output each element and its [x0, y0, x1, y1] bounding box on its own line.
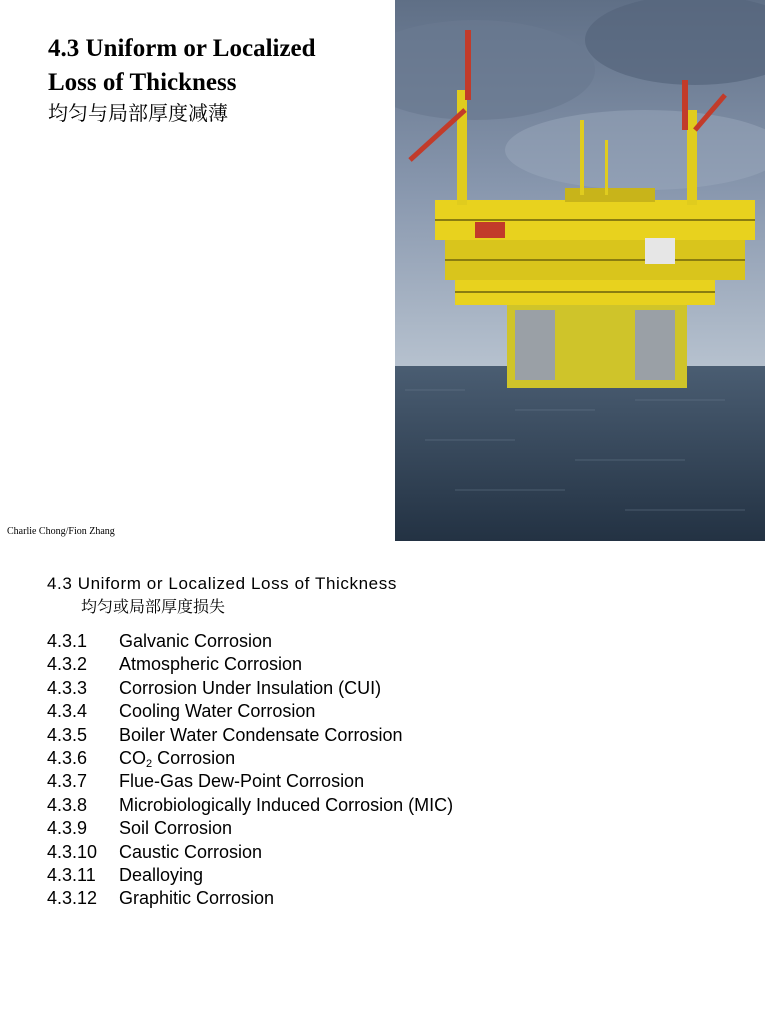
- topic-item: [47, 794, 727, 817]
- topic-item: [47, 864, 727, 887]
- topic-number: 4.3.1: [47, 631, 88, 651]
- topic-item: [47, 677, 727, 700]
- topic-label-formula: CO: [119, 747, 146, 768]
- topic-label: Flue-Gas Dew-Point Corrosion: [119, 771, 365, 792]
- topic-number: 4.3.8: [47, 794, 88, 815]
- topic-number: 4.3.2: [47, 654, 88, 675]
- topic-label: Soil Corrosion: [119, 818, 233, 839]
- topic-label: Galvanic Corrosion: [119, 631, 273, 651]
- topic-item: [47, 841, 727, 864]
- topic-label: Boiler Water Condensate Corrosion: [119, 724, 403, 745]
- topic-number: 4.3.6: [47, 747, 88, 768]
- topic-label: Graphitic Corrosion: [119, 888, 275, 909]
- topic-item: [47, 747, 727, 770]
- topic-item: [47, 724, 727, 747]
- offshore-platform-photo: [395, 0, 765, 541]
- topic-label: [119, 747, 235, 770]
- section-heading: 4.3 Uniform or Localized Loss of Thickness: [47, 574, 397, 593]
- topic-item: [47, 653, 727, 676]
- topic-number: 4.3.9: [47, 818, 88, 839]
- topic-label-suffix: Corrosion: [152, 747, 236, 768]
- slide-title-line-1: 4.3 Uniform or Localized: [48, 35, 316, 62]
- topic-list: [47, 630, 727, 911]
- slide-title-line-2: Loss of Thickness: [48, 69, 237, 96]
- slide-title-chinese: 均匀与局部厚度减薄: [48, 101, 228, 125]
- topic-item: [47, 770, 727, 793]
- topic-item: [47, 817, 727, 840]
- section-heading-chinese: 均匀或局部厚度损失: [81, 597, 226, 616]
- topic-label: Corrosion Under Insulation (CUI): [119, 677, 382, 698]
- topic-number: 4.3.12: [47, 888, 98, 909]
- topic-label: Dealloying: [119, 864, 204, 885]
- author-credit: Charlie Chong/Fion Zhang: [7, 526, 115, 537]
- topic-item: [47, 887, 727, 910]
- topic-label: Cooling Water Corrosion: [119, 701, 316, 722]
- slide-title: [48, 32, 388, 100]
- topic-label: Microbiologically Induced Corrosion (MIC): [119, 794, 454, 815]
- topic-label-subscript: 2: [146, 757, 153, 770]
- section-contents: [47, 573, 727, 911]
- topic-label: Atmospheric Corrosion: [119, 654, 303, 675]
- topic-item: [47, 700, 727, 723]
- topic-number: 4.3.5: [47, 724, 88, 745]
- topic-label: Caustic Corrosion: [119, 841, 263, 862]
- topic-item: [47, 630, 727, 653]
- topic-number: 4.3.3: [47, 677, 88, 698]
- topic-number: 4.3.10: [47, 841, 98, 862]
- topic-number: 4.3.4: [47, 701, 88, 722]
- topic-number: 4.3.11: [47, 864, 96, 885]
- topic-number: 4.3.7: [47, 771, 88, 792]
